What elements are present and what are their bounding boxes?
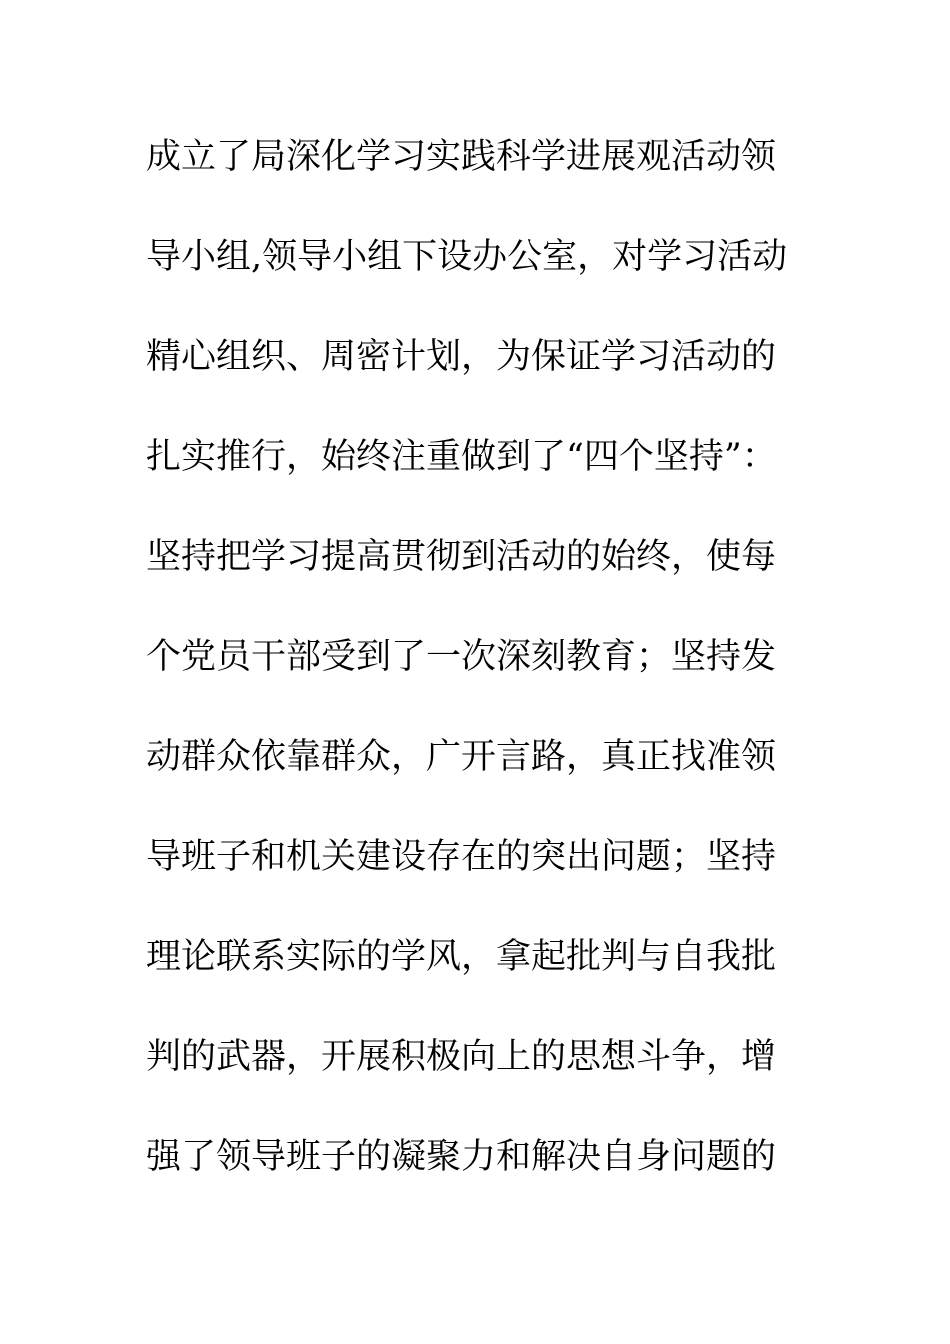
body-paragraph [146,127,826,1227]
text-line: 导班子和机关建设存在的突出问题；坚持 [146,837,777,877]
text-line: 导小组,领导小组下设办公室，对学习活动 [146,237,788,277]
text-line: 坚持把学习提高贯彻到活动的始终，使每 [146,537,777,577]
text-line: 个党员干部受到了一次深刻教育；坚持发 [146,637,777,677]
text-line: 动群众依靠群众，广开言路，真正找准领 [146,737,777,777]
text-line: 成立了局深化学习实践科学进展观活动领 [146,137,777,177]
text-line: 扎实推行，始终注重做到了“四个坚持”： [146,437,777,477]
text-line: 精心组织、周密计划，为保证学习活动的 [146,337,777,377]
text-line: 判的武器，开展积极向上的思想斗争，增 [146,1037,777,1077]
text-line: 理论联系实际的学风，拿起批判与自我批 [146,937,777,977]
text-line: 强了领导班子的凝聚力和解决自身问题的 [146,1137,777,1177]
